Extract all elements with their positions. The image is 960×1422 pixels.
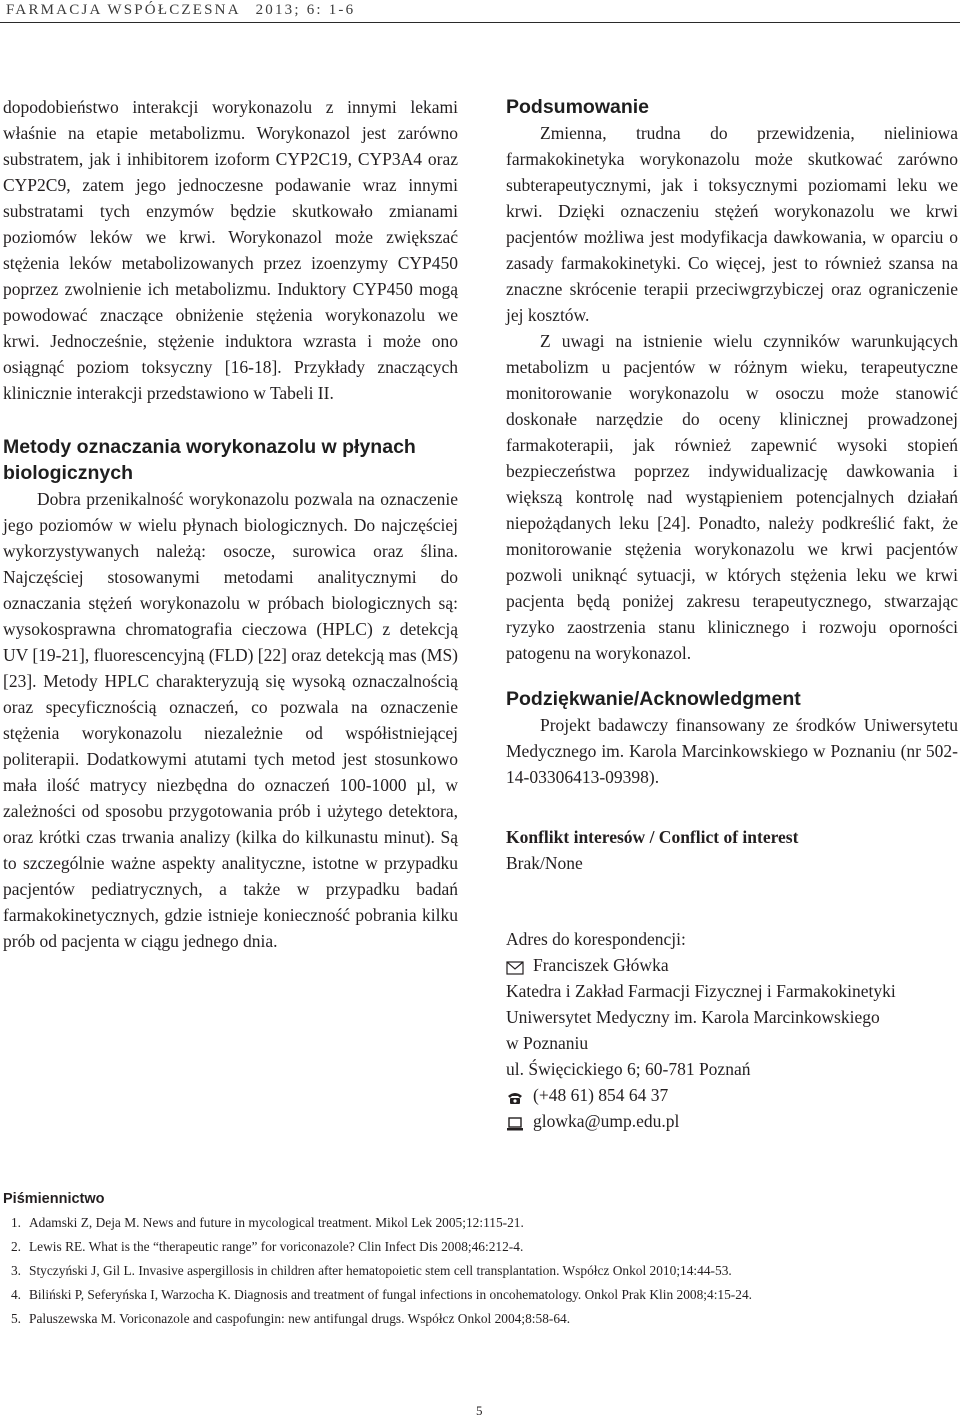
page-number: 5 <box>476 1403 483 1418</box>
address-dept: Katedra i Zakład Farmacji Fizycznej i Farmakokinetyki <box>506 981 896 1001</box>
address-city: w Poznaniu <box>506 1033 589 1053</box>
computer-icon <box>506 1113 524 1129</box>
reference-number: 1. <box>10 1215 21 1230</box>
conflict-text: Brak/None <box>506 853 583 873</box>
reference-text: Adamski Z, Deja M. News and future in mycological treatment. Mikol Lek 2005;12:115-21. <box>29 1215 524 1230</box>
reference-item <box>3 1211 957 1235</box>
references-list <box>3 1211 957 1331</box>
left-column <box>3 94 458 954</box>
body-paragraph: Z uwagi na istnienie wielu czynników warunkujących metabolizm u pacjentów w różnym wieku, terapeutyczne monitorowanie worykonazolu w osoczu może stanowić doskonałe narzędzie do oceny klinicznej prowadzonej farmakoterapii, jak również zapewnić wysoki stopień bezpieczeństwa poprzez indywidualizację dawkowania i większą kontrolę nad wystąpieniem potencjalnych działań niepożądanych leku [24]. Ponadto, należy podkreślić fakt, że monitorowanie stężenia worykonazolu we krwi pacjentów pozwoli uniknąć sytuacji, w których stężenia leku we krwi pacjenta będą poniżej zakresu terapeutycznego, stwarzając ryzyko zaostrzenia stanu klinicznego i rozwoju oporności patogenu na worykonazol. <box>506 331 958 663</box>
reference-item <box>3 1235 957 1259</box>
body-paragraph: Dobra przenikalność worykonazolu pozwala na oznaczenie jego poziomów w wielu płynach biologicznych. Do najczęściej wykorzystywanych należą: osocze, surowica oraz ślina. Najczęściej stosowanymi metodami analitycznymi do oznaczania stężeń worykonazolu w próbach biologicznych są: wysokosprawna chromatografia cieczowa (HPLC) z detekcją UV [19-21], fluorescencyjną (FLD) [22] oraz detekcją mas (MS) [23]. Metody HPLC charakteryzują się wysoką oznaczalnością oraz specyficznością oznaczeń, co pozwala na oznaczenie stężenia worykonazolu niezależnie od współistniejącej politerapii. Dodatkowymi atutami tych metod jest stosunkowo mała ilość matrycy niezbędna do oznaczeń 100-1000 µl, w zależności od sposobu przygotowania prób i użytego detektora, oraz krótki czas trwania analizy (kilka do kilkunastu minut). Są to szczególnie ważne aspekty analityczne, istotne w przypadku pacjentów pediatrycznych, a także w przypadku badań farmakokinetycznych, gdzie istnieje konieczność pobrania kilku prób od pacjenta w ciągu jednego dnia. <box>3 489 459 951</box>
section-heading-acknowledgment: Podziękwanie/Acknowledgment <box>506 688 801 710</box>
journal-citation: 2013; 6: 1-6 <box>255 2 356 18</box>
running-head-separator <box>246 2 250 18</box>
reference-text: Biliński P, Seferyńska I, Warzocha K. Diagnosis and treatment of fungal infections in oncohematology. Onkol Prak Klin 2008;4:15-24. <box>29 1287 753 1302</box>
reference-item <box>3 1283 957 1307</box>
address-email-line <box>506 1108 958 1134</box>
references-title: Piśmiennictwo <box>3 1191 105 1207</box>
author-name: Franciszek Główka <box>533 955 669 975</box>
right-column <box>506 94 958 1134</box>
reference-number: 2. <box>10 1239 21 1254</box>
address-label: Adres do korespondencji: <box>506 929 686 949</box>
section-heading-methods: Metody oznaczania worykonazolu w płynach biologicznych <box>3 436 416 484</box>
phone-icon <box>506 1087 524 1103</box>
journal-name: FARMACJA WSPÓŁCZESNA <box>6 2 240 18</box>
reference-number: 4. <box>10 1287 21 1302</box>
correspondence-address <box>506 926 958 1134</box>
header-rule <box>0 22 960 23</box>
reference-text: Paluszewska M. Voriconazole and caspofungin: new antifungal drugs. Współcz Onkol 2004;8:58-64. <box>29 1311 571 1326</box>
reference-text: Styczyński J, Gil L. Invasive aspergillosis in children after hematopoietic stem cell transplantation. Współcz Onkol 2010;14:44-53. <box>29 1263 732 1278</box>
acknowledgment-text: Projekt badawczy finansowany ze środków Uniwersytetu Medycznego im. Karola Marcinkowskiego w Poznaniu (nr 502-14-03306413-09398). <box>506 715 958 787</box>
address-phone-line <box>506 1082 958 1108</box>
reference-item <box>3 1259 957 1283</box>
reference-number: 5. <box>10 1311 21 1326</box>
reference-item <box>3 1307 957 1331</box>
envelope-icon <box>506 957 524 973</box>
reference-number: 3. <box>10 1263 21 1278</box>
phone-number: (+48 61) 854 64 37 <box>533 1085 669 1105</box>
references-section <box>3 1191 957 1331</box>
address-street: ul. Święcickiego 6; 60-781 Poznań <box>506 1059 751 1079</box>
email-address[interactable]: glowka@ump.edu.pl <box>533 1111 680 1131</box>
address-university: Uniwersytet Medyczny im. Karola Marcinkowskiego <box>506 1007 880 1027</box>
section-heading-summary: Podsumowanie <box>506 96 650 118</box>
body-paragraph: Zmienna, trudna do przewidzenia, nieliniowa farmakokinetyka worykonazolu może skutkować zarówno subterapeutycznymi, jak i toksycznymi poziomami leku we krwi. Dzięki oznaczeniu stężeń worykonazolu we krwi pacjentów możliwa jest modyfikacja dawkowania, w oparciu o zasady farmakokinetyki. Co więcej, jest to również szansa na znaczne skrócenie terapii przeciwgrzybiczej oraz ograniczenie jej kosztów. <box>506 123 958 325</box>
conflict-heading: Konflikt interesów / Conflict of interest <box>506 827 799 847</box>
address-name-line <box>506 952 958 978</box>
running-head <box>6 2 355 19</box>
reference-text: Lewis RE. What is the “therapeutic range” for voriconazole? Clin Infect Dis 2008;46:212-4. <box>29 1239 524 1254</box>
body-paragraph: dopodobieństwo interakcji worykonazolu z innymi lekami właśnie na etapie metabolizmu. Worykonazol jest zarówno substratem, jak i inhibitorem izoform CYP2C19, CYP3A4 oraz CYP2C9, zatem jego jednoczesne podawanie wraz innymi substratami tych enzymów będzie skutkowało zmianami poziomów leków we krwi. Worykonazol może zwiększać stężenia leków metabolizowanych przez izoenzymy CYP450 poprzez zwolnienie ich metabolizmu. Induktory CYP450 mogą powodować znaczące obniżenie stężenia worykonazolu we krwi. Jednocześnie, stężenie induktora wzrasta i może ono osiągnąć poziom toksyczny [16-18]. Przykłady znaczących klinicznie interakcji przedstawiono w Tabeli II. <box>3 97 458 403</box>
